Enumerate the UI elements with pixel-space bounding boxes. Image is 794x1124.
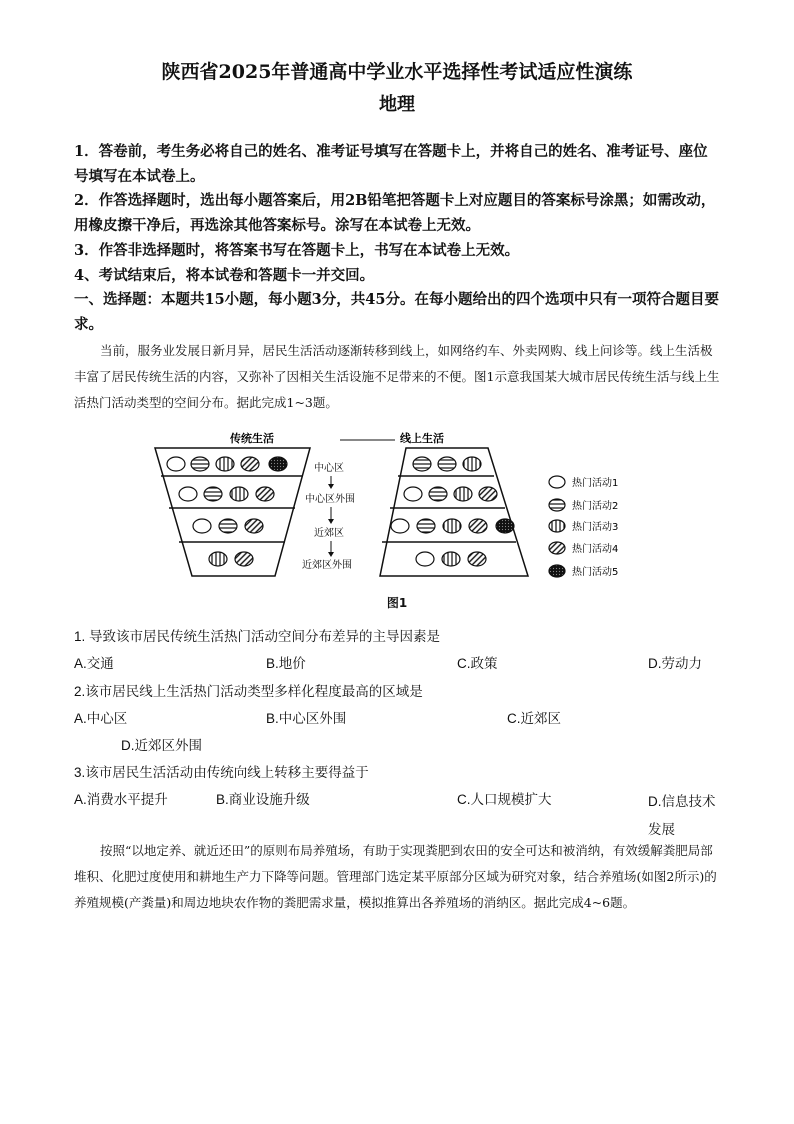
legend-activity-4: 热门活动4 bbox=[572, 544, 619, 555]
passage-2: 按照“以地定养、就近还田”的原则布局养殖场，有助于实现粪肥到农田的安全可达和被消纳，有效缓解粪肥局部堆积、化肥过度使用和耕地生产力下降等问题。管理部门选定某平原部分区域为研究对象，结合养殖场(如图2所示)的养殖规模(产粪量)和周边地块农作物的粪肥需求量，模拟推算出各养殖场的消纳区。据此完成4~6题。 bbox=[74, 843, 717, 910]
zone-suburb: 近郊区 bbox=[314, 528, 344, 539]
legend-activity-1: 热门活动1 bbox=[572, 478, 619, 489]
question-3-option-d[interactable]: D.信息技术发展 bbox=[648, 794, 716, 837]
question-1-option-a[interactable]: A.交通 bbox=[74, 656, 114, 671]
exam-title: 陕西省2025年普通高中学业水平选择性考试适应性演练 bbox=[161, 61, 633, 83]
question-2-option-a[interactable]: A.中心区 bbox=[74, 711, 128, 726]
question-2-option-d[interactable]: D.近郊区外围 bbox=[121, 738, 202, 753]
question-1-option-d[interactable]: D.劳动力 bbox=[648, 656, 702, 671]
notice-3: 3．作答非选择题时，将答案书写在答题卡上，书写在本试卷上无效。 bbox=[74, 242, 520, 259]
passage-1: 当前，服务业发展日新月异，居民生活活动逐渐转移到线上，如网络约车、外卖网购、线上问诊等。线上生活极丰富了居民传统生活的内容，又弥补了因相关生活设施不足带来的不便。图1示意我国某大城市居民传统生活与线上生活热门活动类型的空间分布。据此完成1~3题。 bbox=[74, 343, 720, 410]
question-1-option-b[interactable]: B.地价 bbox=[266, 656, 306, 671]
question-1-option-c[interactable]: C.政策 bbox=[457, 656, 498, 671]
right-title: 线上生活 bbox=[400, 432, 444, 445]
question-2-stem: 2.该市居民线上生活热门活动类型多样化程度最高的区域是 bbox=[74, 684, 423, 699]
activity-2-icon bbox=[191, 457, 209, 471]
legend-activity-2: 热门活动2 bbox=[572, 501, 619, 512]
question-3-option-c[interactable]: C.人口规模扩大 bbox=[457, 792, 552, 807]
activity-4-icon bbox=[241, 457, 259, 471]
zone-suburb-periphery: 近郊区外围 bbox=[302, 560, 352, 571]
figure-1-diagram bbox=[150, 426, 730, 612]
question-3-option-b[interactable]: B.商业设施升级 bbox=[216, 792, 310, 807]
question-2-option-c[interactable]: C.近郊区 bbox=[507, 711, 561, 726]
left-title: 传统生活 bbox=[230, 432, 274, 445]
legend-activity-3: 热门活动3 bbox=[572, 522, 619, 533]
question-2-option-b[interactable]: B.中心区外围 bbox=[266, 711, 347, 726]
zone-center-periphery: 中心区外围 bbox=[305, 494, 355, 505]
figure-1-caption: 图1 bbox=[386, 596, 408, 610]
zone-center: 中心区 bbox=[314, 463, 344, 474]
question-1-stem: 1. 导致该市居民传统生活热门活动空间分布差异的主导因素是 bbox=[74, 629, 441, 644]
activity-1-icon bbox=[167, 457, 185, 471]
activity-5-icon bbox=[269, 457, 287, 471]
subject-title: 地理 bbox=[379, 94, 415, 115]
notice-2: 2．作答选择题时，选出每小题答案后，用2B铅笔把答题卡上对应题目的答案标号涂黑；如需改动，用橡皮擦干净后，再选涂其他答案标号。涂写在本试卷上无效。 bbox=[74, 192, 716, 234]
question-3-option-a[interactable]: A.消费水平提升 bbox=[74, 792, 168, 807]
legend-activity-5: 热门活动5 bbox=[572, 567, 619, 578]
activity-3-icon bbox=[216, 457, 234, 471]
question-3-stem: 3.该市居民生活活动由传统向线上转移主要得益于 bbox=[74, 765, 369, 780]
notice-4: 4、考试结束后，将本试卷和答题卡一并交回。 bbox=[74, 267, 375, 284]
section-heading: 一、选择题：本题共15小题，每小题3分，共45分。在每小题给出的四个选项中只有一项符合题目要求。 bbox=[74, 291, 719, 333]
notice-1: 1．答卷前，考生务必将自己的姓名、准考证号填写在答题卡上，并将自己的姓名、准考证号、座位号填写在本试卷上。 bbox=[74, 143, 708, 185]
